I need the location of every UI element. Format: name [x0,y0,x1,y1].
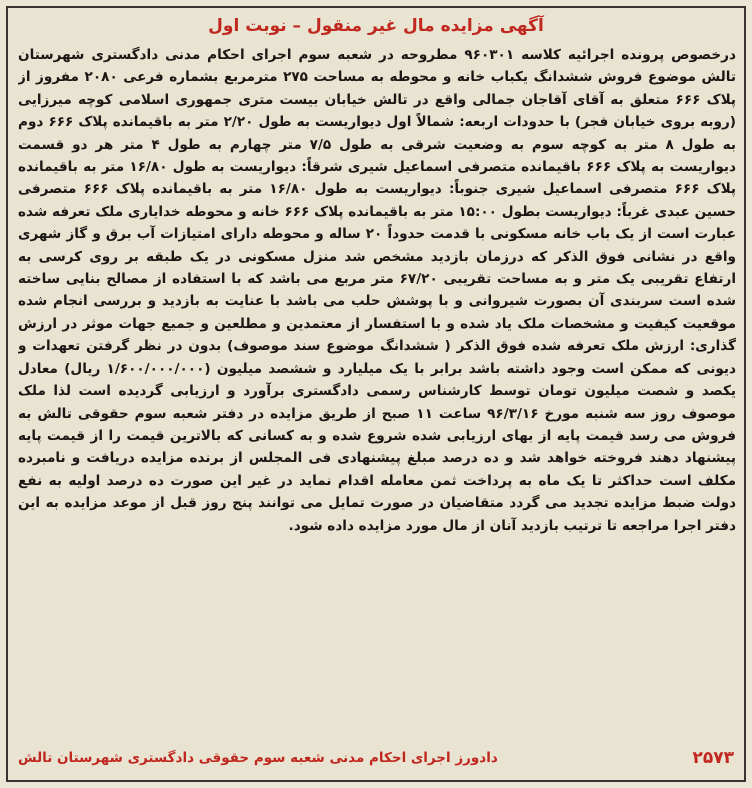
notice-title: آگهی مزایده مال غیر منقول – نوبت اول [208,16,544,36]
notice-code: ۲۵۷۳ [692,748,734,768]
issuer-signature: دادورز اجرای احکام مدنی شعبه سوم حقوقی دادگستری شهرستان تالش [18,750,498,766]
notice-footer [18,746,734,770]
notice-frame [6,6,746,782]
notice-body: درخصوص پرونده اجرائیه کلاسه ۹۶۰۳۰۱ مطروحه در شعبه سوم اجرای احکام مدنی دادگستری شهرستان تالش موضوع فروش ششدانگ یکباب خانه و محوطه به مساحت ۲۷۵ مترمربع بشماره فرعی ۲۰۸۰ مفروز از پلاک ۶۶۶ متعلق به آقای آقاجان جمالی واقع در تالش خیابان بیست متری جمهوری اسلامی کوچه میرزایی (روبه بروی خیابان فجر) با حدودات اربعه: شمالاً اول دیواریست به طول ۲/۲۰ متر به باقیمانده پلاک ۶۶۶ دوم به طول ۸ متر به کوچه سوم به وضعیت شرقی به طول ۷/۵ متر چهارم به طول ۴ متر هر دو قسمت دیواریست به پلاک ۶۶۶ باقیمانده متصرفی اسماعیل شیری شرقاً: دیواریست به طول ۱۶/۸۰ متر به باقیمانده پلاک ۶۶۶ متصرفی اسماعیل شیری جنوباً: دیواریست به طول ۱۶/۸۰ متر به باقیمانده پلاک ۶۶۶ متصرفی حسین عبدی غرباً: دیواریست بطول ۱۵:۰۰ متر به باقیمانده پلاک ۶۶۶ خانه و محوطه خدایاری ملک تعرفه شده عبارت است از یک باب خانه مسکونی با قدمت حدوداً ۲۰ ساله و محوطه دارای امتیازات آب برق و گاز شهری واقع در نشانی فوق الذکر که درزمان بازدید مشخص شد منزل مسکونی در یک طبقه بر روی کرسی به ارتفاع تقریبی یک متر و به مساحت تقریبی ۶۷/۲۰ متر مربع می باشد که با استفاده از مصالح بنایی ساخته شده است سربندی آن بصورت شیروانی و با پوشش حلب می باشد با عنایت به بازدید و بررسی انجام شده موقعیت کیفیت و مشخصات ملک یاد شده و با استفسار از معتمدین و مطلعین و جمیع جهات موثر در ارزش گذاری: ارزش ملک تعرفه شده فوق الذکر ( ششدانگ موضوع سند موصوف) بدون در نظر گرفتن تعهدات و دیونی که ممکن است وجود داشته باشد برابر با یک میلیارد و ششصد میلیون (۱/۶۰۰/۰۰۰/۰۰۰ ریال) معادل یکصد و شصت میلیون تومان توسط کارشناس رسمی دادگستری برآورد و ارزیابی گردیده است لذا ملک موصوف روز سه شنبه مورخ ۹۶/۳/۱۶ ساعت ۱۱ صبح از طریق مزایده در دفتر شعبه سوم حقوقی تالش به فروش می رسد قیمت پایه از بهای ارزیابی شده شروع شده و به کسانی که بالاترین قیمت را از قیمت پایه پیشنهاد دهند فروخته خواهد شد و ده درصد مبلغ پیشنهادی فی المجلس از برنده مزایده دریافت و نامبرده مکلف است حداکثر تا یک ماه به پرداخت ثمن معامله اقدام نماید در غیر این صورت ده درصد اولیه به نفع دولت ضبط مزایده تجدید می گردد متقاضیان در صورت تمایل می توانند پنج روز قبل از موعد مزایده به این دفتر اجرا مراجعه تا ترتیب بازدید آنان از مال مورد مزایده داده شود. [18,47,736,534]
